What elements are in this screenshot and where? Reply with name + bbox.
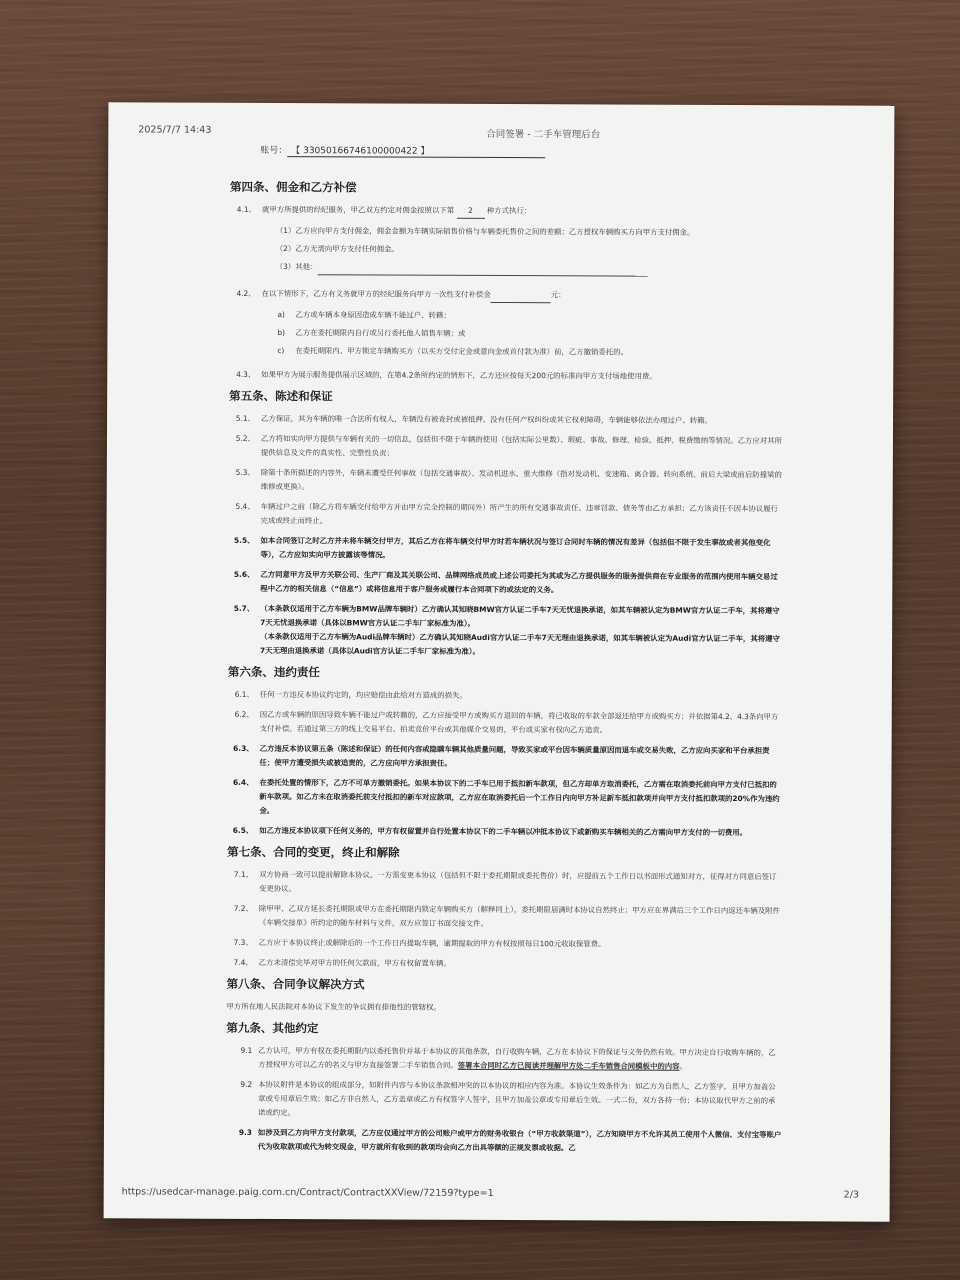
clause-6-3 bbox=[224, 742, 784, 772]
clause-number: 5.3、 bbox=[235, 467, 255, 477]
account-number: 33050166746100000422 bbox=[303, 146, 418, 157]
clause-text: 乙方违反本协议第五条（陈述和保证）的任何内容或隐瞒车辆其他质量问题，导致买家或平台因车辆质量原因而退车或交易失败，乙方应向买家和平台承担责任；使甲方遭受损失或被追责的，乙方应向甲方承担责任。 bbox=[259, 743, 770, 768]
section-6-title: 第六条、违约责任 bbox=[227, 664, 320, 680]
clause-9-1 bbox=[222, 1044, 782, 1074]
clause-text: （本条款仅适用于乙方车辆为BMW品牌车辆时）乙方确认其知晓BMW官方认证二手车7天无忧退换承诺，如其车辆被认定为BMW官方认证二手车，其将遵守7天无忧退换承诺（具体以BMW官方认证二手车厂家标准为准）。 bbox=[260, 603, 780, 628]
clause-text: 乙方应于本协议终止或解除后的一个工作日内提取车辆，逾期提取的甲方有权按照每日100元收取保管费。 bbox=[258, 937, 606, 949]
clause-7-3 bbox=[223, 936, 783, 952]
clause-5-7 bbox=[224, 602, 784, 660]
clause-4-1-option-3 bbox=[226, 260, 786, 277]
clause-4-1-option-2: （2）乙方无需向甲方支付任何佣金。 bbox=[275, 244, 399, 254]
clause-text: 本协议附件是本协议的组成部分，如附件内容与本协议条款相冲突的以本协议的相应内容为准。本协议生效条件为：如乙方为自然人，乙方签字，且甲方加盖公章或专用章后生效；如乙方非自然人，乙方盖章或乙方有权签字人签字，且甲方加盖公章或专用章后生效。一式二份，双方各持一份；本协议取代甲方之前的承诺或约定。 bbox=[258, 1079, 776, 1118]
clause-5-4 bbox=[225, 500, 785, 530]
clause-6-5 bbox=[223, 824, 783, 840]
fill-blank-amount bbox=[491, 288, 551, 303]
clause-underlined-text: 签署本合同时乙方已阅读并理解甲方处二手车销售合同模板中的内容 bbox=[457, 1060, 680, 1071]
clause-text: 车辆过户之前（除乙方将车辆交付给甲方并由甲方完全控制的期间外）所产生的所有交通事故责任、违章罚款、债务等由乙方承担；乙方该责任不因本协议履行完成或终止而终止。 bbox=[260, 501, 779, 526]
clause-text: 在以下情形下，乙方有义务就甲方的经纪服务向甲方一次性支付补偿金 bbox=[261, 288, 491, 299]
clause-number: 7.1、 bbox=[233, 869, 254, 879]
clause-7-1 bbox=[223, 868, 783, 898]
item-text: 乙方或车辆本身原因造成车辆不能过户、转籍； bbox=[295, 310, 451, 320]
item-letter: b) bbox=[277, 328, 286, 338]
clause-4-2-b bbox=[225, 326, 785, 342]
item-letter: c) bbox=[277, 346, 285, 356]
clause-text: 如果甲方为展示服务提供展示区域的，在第4.2条所约定的情形下，乙方还应按每天200元的标准向甲方支付场地使用费。 bbox=[261, 369, 657, 381]
clause-4-2-a bbox=[225, 308, 785, 324]
clause-6-1 bbox=[224, 688, 784, 704]
clause-text: 如本合同签订之时乙方并未将车辆交付甲方，其后乙方在将车辆交付甲方时若车辆状况与签订合同时车辆的情况有差异（包括但不限于发生事故或者其他变化等），乙方应如实向甲方披露该等情况。 bbox=[260, 535, 771, 560]
fill-blank-other bbox=[317, 260, 647, 276]
clause-4-2 bbox=[226, 287, 786, 304]
clause-number: 4.3、 bbox=[236, 369, 256, 379]
clause-5-2 bbox=[225, 432, 785, 462]
section-7-title: 第七条、合同的变更，终止和解除 bbox=[227, 844, 400, 860]
clause-text: 乙方认可，甲方有权在委托期限内以委托售价并基于本协议的其他条款，自行收购车辆，乙方在本协议下的保证与义务仍然有效。甲方决定自行收购车辆的，乙方授权甲方可以乙方的名义与甲方直接签署二手车销售合同。 bbox=[258, 1045, 776, 1070]
section-4-title: 第四条、佣金和乙方补偿 bbox=[230, 179, 357, 195]
clause-9-2 bbox=[222, 1078, 782, 1122]
account-label: 账号： bbox=[260, 145, 288, 157]
clause-text: 乙方保证，其为车辆的唯一合法所有权人，车辆没有被查封或被抵押、没有任何产权纠纷或其它权利障碍，车辆能够依法办理过户、转籍。 bbox=[261, 413, 712, 425]
clause-text: 除甲甲、乙双方延长委托期限或甲方在委托期限内锁定车辆购买方（解释同上），委托期限届满时本协议自然终止；甲方应在界满后三个工作日内返还车辆及附件《车辆交接单》所约定的随车材料与文件，双方应签订书面交接文件。 bbox=[258, 903, 780, 928]
account-value: 【 33050166746100000422 】 bbox=[287, 143, 545, 158]
contract-body bbox=[222, 173, 786, 1162]
item-text: 在委托期限内、甲方锁定车辆购买方（以买方交付定金或意向金或首付款为准）前，乙方撤销委托的。 bbox=[295, 346, 628, 357]
clause-number: 5.5、 bbox=[234, 535, 255, 545]
clause-number: 5.7、 bbox=[233, 603, 255, 613]
section-5-title: 第五条、陈述和保证 bbox=[229, 388, 333, 404]
clause-4-1-option-1: （1）乙方应向甲方支付佣金，佣金金额为车辆实际销售价格与车辆委托售价之间的差额；乙方授权车辆购买方向甲方支付佣金。 bbox=[275, 226, 695, 237]
clause-text: 就甲方所提供的经纪服务，甲乙双方约定对佣金按照以下第 bbox=[261, 204, 455, 215]
print-header-title: 合同签署 - 二手车管理后台 bbox=[486, 128, 601, 141]
clause-number: 6.3、 bbox=[233, 743, 254, 753]
clause-number: 6.2、 bbox=[234, 709, 254, 719]
item-letter: a) bbox=[277, 310, 285, 320]
clause-number: 4.2、 bbox=[236, 288, 256, 298]
clause-text: 乙方未清偿完毕对甲方的任何欠款前，甲方有权留置车辆。 bbox=[258, 957, 451, 968]
clause-text: 在委托处置的情形下，乙方不可单方撤销委托。如果本协议下的二手车已用于抵扣新车款项，但乙方却单方取消委托，乙方需在取消委托前向甲方支付已抵扣的新车款项。如乙方未在取消委托前支付抵扣的新车对应款项，乙方应在取消委托后一个工作日内向甲方补足新车抵扣款项并向甲方支付抵扣款项的20%作为违约金。 bbox=[259, 777, 780, 816]
clause-text: 种方式执行： bbox=[486, 205, 532, 216]
clause-text: 如涉及到乙方向甲方支付款项，乙方应仅通过甲方的公司账户或甲方的财务收银台（“甲方收款渠道”），乙方知晓甲方不允许其员工使用个人微信、支付宝等账户代为收取款项或代为转交现金，甲方就所有收到的款项均会向乙方出具等额的正规发票或收据。乙 bbox=[257, 1127, 782, 1153]
clause-text: 乙方同意甲方及甲方关联公司、生产厂商及其关联公司、品牌网络成员或上述公司委托为其或为乙方提供服务的服务提供商在专业服务的范围内使用车辆交易过程中乙方的相关信息（“信息”）或将信息用于客户服务或履行本合同项下的或法定的义务。 bbox=[260, 569, 778, 595]
clause-7-4 bbox=[223, 956, 783, 972]
clause-text: 乙方将如实向甲方提供与车辆有关的一切信息，包括但不限于车辆的使用（包括实际公里数）、瑕疵、事故、修理、检验、抵押、税费缴纳等情况。乙方应对其所提供信息及文件的真实性、完整性负责； bbox=[260, 433, 783, 458]
clause-number: 5.1、 bbox=[235, 413, 256, 423]
item-text: 乙方在委托期限内自行或另行委托他人销售车辆；或 bbox=[295, 328, 466, 338]
clause-6-4 bbox=[223, 776, 783, 820]
page-number: 2/3 bbox=[843, 1189, 859, 1201]
clause-number: 5.6、 bbox=[233, 569, 255, 579]
clause-number: 7.3、 bbox=[233, 937, 253, 947]
clause-5-6 bbox=[224, 568, 784, 598]
clause-7-2 bbox=[223, 902, 783, 932]
clause-number: 7.4、 bbox=[233, 957, 253, 967]
section-8-title: 第八条、合同争议解决方式 bbox=[226, 976, 365, 992]
clause-text: 元： bbox=[550, 290, 566, 300]
section-9-title: 第九条、其他约定 bbox=[226, 1020, 319, 1036]
clause-9-3 bbox=[222, 1126, 782, 1156]
clause-4-3 bbox=[225, 368, 785, 384]
clause-number: 6.5、 bbox=[232, 825, 254, 835]
section-8-text: 甲方所在地人民法院对本协议下发生的争议拥有排他性的管辖权。 bbox=[226, 1001, 441, 1012]
clause-5-1 bbox=[225, 412, 785, 428]
clause-text: 双方协商一致可以提前解除本协议。一方需变更本协议（包括但不限于委托期限或委托售价）时，应提前五个工作日以书面形式通知对方，征得对方同意后签订变更协议。 bbox=[258, 869, 777, 894]
fill-blank-option: 2 bbox=[456, 204, 484, 219]
clause-number: 9.2 bbox=[240, 1079, 253, 1089]
print-date: 2025/7/7 14:43 bbox=[138, 124, 212, 136]
print-footer-url: https://usedcar-manage.paig.com.cn/Contract/ContractXXView/72159?type=1 bbox=[121, 1186, 494, 1199]
clause-number: 5.2、 bbox=[235, 433, 255, 443]
clause-text: 因乙方或车辆的原因导致车辆不能过户或转籍的，乙方应接受甲方或购买方退回的车辆，将已收取的车款全部返还给甲方或购买方；并依据第4.2、4.3条向甲方支付补偿。若通过第三方的线上交易平台、拍卖竞价平台或其他媒介交易的，平台或买家有权向乙方追责。 bbox=[259, 709, 779, 735]
clause-text: 如乙方违反本协议项下任何义务的，甲方有权留置并自行处置本协议下的二手车辆以冲抵本协议下或新购买车辆相关的乙方需向甲方支付的一切费用。 bbox=[259, 825, 748, 838]
clause-number: 9.3 bbox=[238, 1127, 252, 1137]
clause-number: 6.4、 bbox=[232, 777, 254, 787]
clause-text: 任何一方违反本协议约定的，均应赔偿由此给对方造成的损失。 bbox=[259, 689, 467, 700]
option-text: （3）其他： bbox=[275, 262, 318, 272]
account-line bbox=[260, 143, 545, 158]
clause-4-2-c bbox=[225, 344, 785, 360]
clause-number: 7.2、 bbox=[233, 903, 253, 913]
clause-number: 9.1 bbox=[240, 1045, 253, 1055]
clause-text: 除第十条所描述的内容外，车辆未遭受任何事故（包括交通事故）、发动机进水、重大维修（指对发动机、变速箱、离合器、转向系统、前后大梁或前后防撞梁的维修或更换）。 bbox=[260, 467, 782, 492]
clause-text: 。 bbox=[679, 1061, 687, 1071]
clause-4-1 bbox=[226, 203, 786, 220]
clause-5-5 bbox=[224, 534, 784, 564]
clause-text: （本条款仅适用于乙方车辆为Audi品牌车辆时）乙方确认其知晓Audi官方认证二手车7天无理由退换承诺，如其车辆被认定为Audi官方认证二手车，其将遵守7天无理由退换承诺（具体以Audi官方认证二手车厂家标准为准）。 bbox=[260, 631, 780, 656]
clause-number: 6.1、 bbox=[234, 689, 254, 699]
clause-6-2 bbox=[224, 708, 784, 738]
clause-5-3 bbox=[225, 466, 785, 496]
clause-number: 4.1、 bbox=[236, 204, 256, 214]
clause-number: 5.4、 bbox=[235, 501, 255, 511]
contract-page bbox=[104, 102, 895, 1221]
